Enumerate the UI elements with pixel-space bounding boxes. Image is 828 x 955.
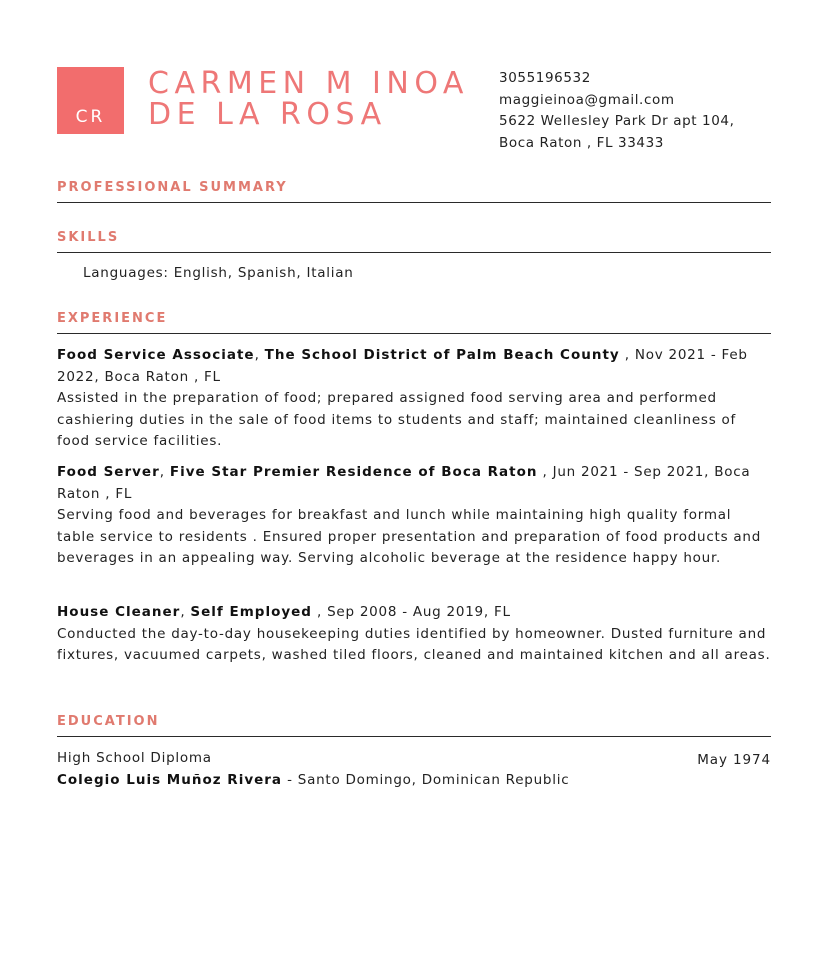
section-divider bbox=[57, 202, 771, 203]
job-description: Conducted the day-to-day housekeeping duties identified by homeowner. Dusted furniture and fixtures, vacuumed carpets, washed tiled floors, cleaned and maintained kitchen and all areas. bbox=[57, 625, 771, 664]
skills-languages: Languages: English, Spanish, Italian bbox=[83, 265, 354, 281]
education-date: May 1974 bbox=[697, 752, 771, 768]
name-line-2: DE LA ROSA bbox=[148, 97, 387, 132]
address-line-1: 5622 Wellesley Park Dr apt 104, bbox=[499, 113, 735, 130]
job-header bbox=[57, 345, 771, 388]
initials-badge bbox=[57, 67, 124, 134]
job-header bbox=[57, 462, 771, 505]
section-divider bbox=[57, 333, 771, 334]
education-location: - Santo Domingo, Dominican Republic bbox=[282, 772, 570, 788]
job-description: Serving food and beverages for breakfast and lunch while maintaining high quality formal table service to residents . Ensured proper presentation and preparation of food products and beverages in an appealing way. Serving alcoholic beverage at the residence happy hour. bbox=[57, 507, 762, 567]
address-line-2: Boca Raton , FL 33433 bbox=[499, 134, 664, 151]
job-company: Self Employed bbox=[190, 604, 312, 620]
job-separator: , bbox=[159, 464, 170, 480]
experience-entry bbox=[57, 602, 771, 667]
job-meta: , Jun 2021 - Sep 2021, Boca Raton , FL bbox=[57, 464, 751, 502]
job-separator: , bbox=[180, 604, 191, 620]
phone-number: 3055196532 bbox=[499, 70, 591, 86]
education-degree: High School Diploma bbox=[57, 750, 212, 766]
email-address: maggieinoa@gmail.com bbox=[499, 91, 675, 108]
name-line-1: CARMEN M INOA bbox=[148, 66, 469, 101]
job-company: The School District of Palm Beach County bbox=[264, 347, 620, 363]
job-description: Assisted in the preparation of food; prepared assigned food serving area and performed cashiering duties in the sale of food items to students and staff; maintained cleanliness of food service facilities. bbox=[57, 390, 737, 450]
section-title-education: EDUCATION bbox=[57, 714, 160, 729]
contact-block bbox=[499, 68, 734, 154]
education-school: Colegio Luis Muñoz Rivera bbox=[57, 772, 283, 788]
job-meta: , Sep 2008 - Aug 2019, FL bbox=[311, 604, 511, 620]
section-title-skills: SKILLS bbox=[57, 230, 120, 245]
job-company: Five Star Premier Residence of Boca Raton bbox=[169, 464, 538, 480]
job-meta: , Nov 2021 - Feb 2022, Boca Raton , FL bbox=[57, 347, 748, 385]
job-title: Food Server bbox=[57, 464, 160, 480]
section-title-experience: EXPERIENCE bbox=[57, 311, 168, 326]
job-title: Food Service Associate bbox=[57, 347, 255, 363]
candidate-name bbox=[148, 68, 469, 130]
experience-entry bbox=[57, 462, 771, 570]
section-title-summary: PROFESSIONAL SUMMARY bbox=[57, 180, 288, 195]
job-title: House Cleaner bbox=[57, 604, 181, 620]
job-separator: , bbox=[254, 347, 265, 363]
section-divider bbox=[57, 736, 771, 737]
job-header bbox=[57, 602, 771, 624]
section-divider bbox=[57, 252, 771, 253]
education-school-line bbox=[57, 770, 771, 792]
experience-entry bbox=[57, 345, 771, 453]
initials-text: CR bbox=[75, 107, 106, 127]
